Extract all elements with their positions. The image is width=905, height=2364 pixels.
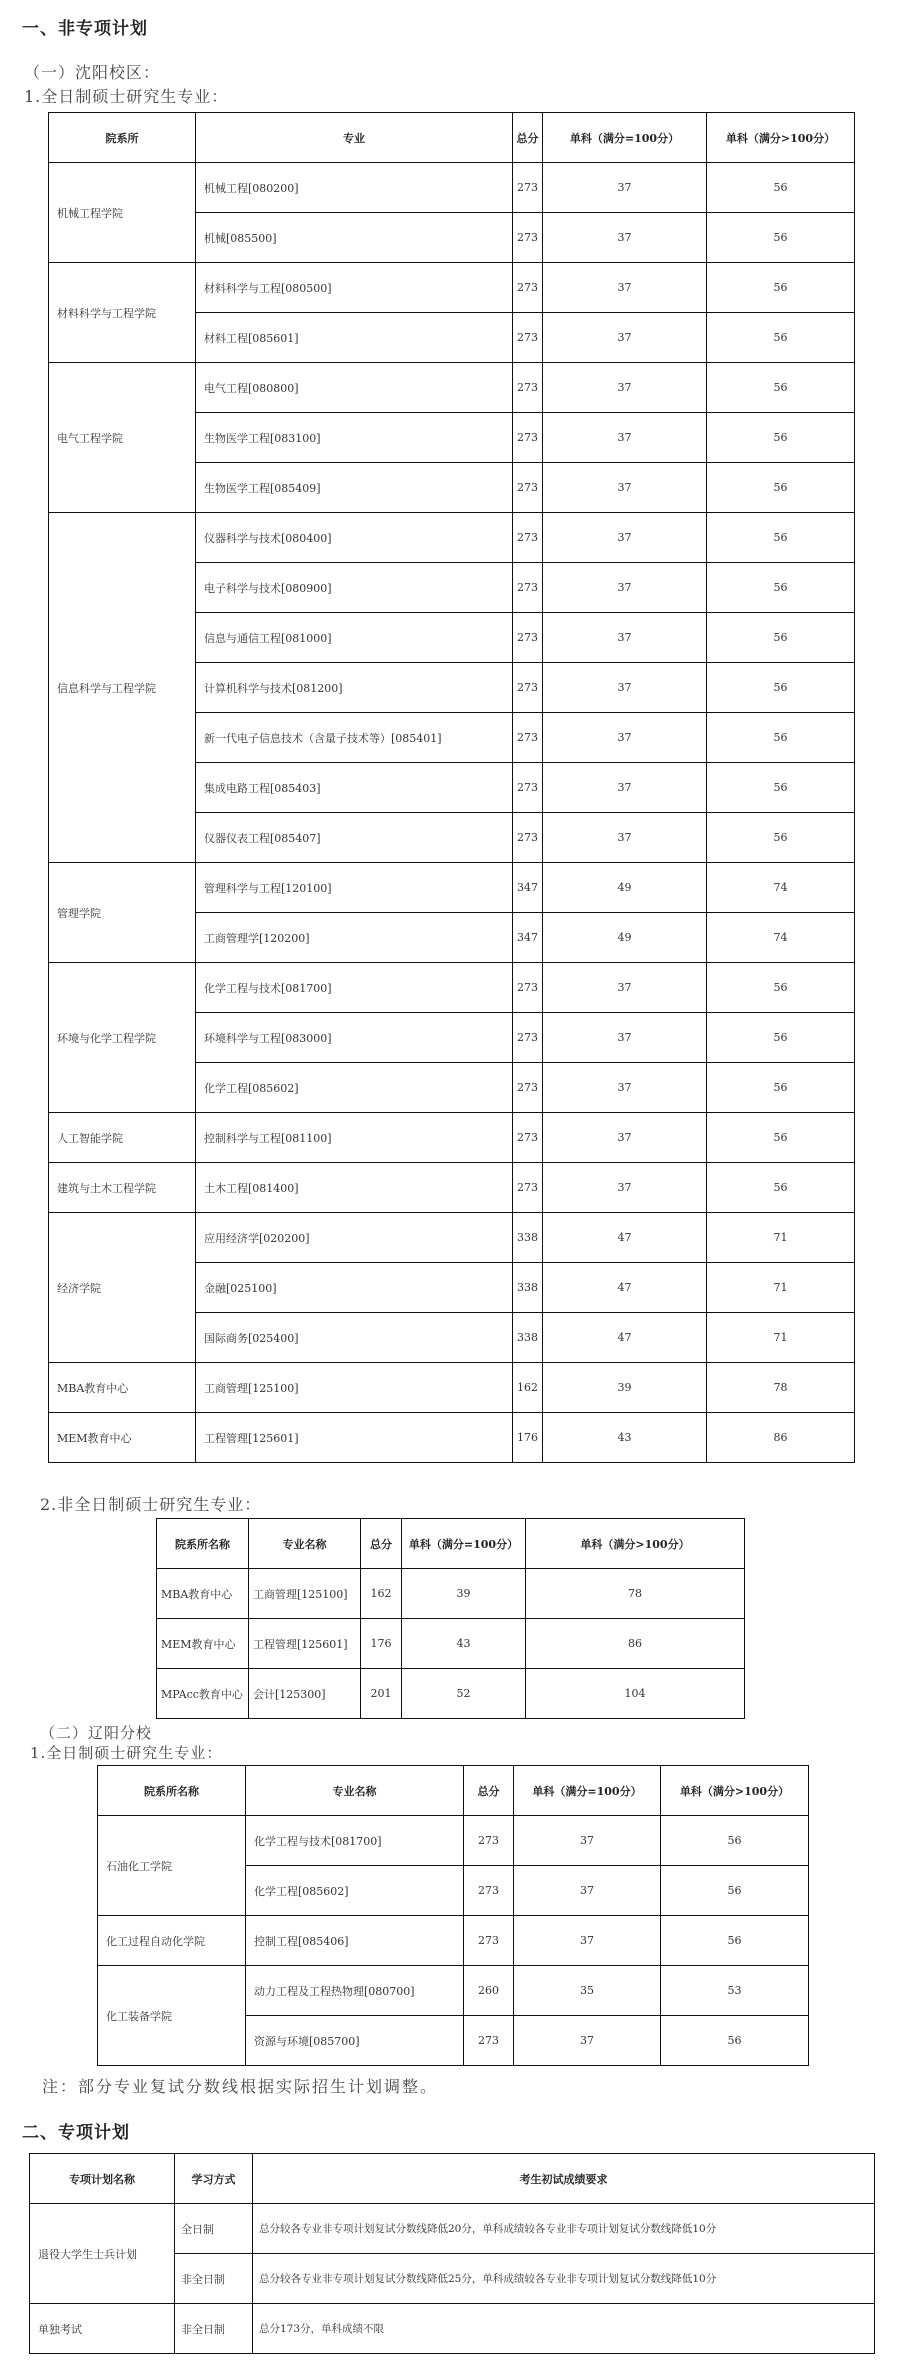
table-body (30, 2204, 875, 2354)
single-100-cell: 37 (514, 2016, 661, 2066)
table-row (30, 2304, 875, 2354)
major-cell: 国际商务[025400] (196, 1313, 513, 1363)
single-gt100-cell: 56 (707, 663, 855, 713)
col-header-major: 专业名称 (249, 1519, 361, 1569)
single-100-cell: 37 (543, 763, 707, 813)
single-100-cell: 37 (543, 663, 707, 713)
single-100-cell: 37 (543, 1163, 707, 1213)
dept-cell: 建筑与土木工程学院 (49, 1163, 196, 1213)
major-cell: 资源与环境[085700] (246, 2016, 464, 2066)
single-gt100-cell: 104 (526, 1669, 745, 1719)
col-header-dept: 院系所名称 (98, 1766, 246, 1816)
col-header-requirement: 考生初试成绩要求 (253, 2154, 875, 2204)
major-cell: 控制科学与工程[081100] (196, 1113, 513, 1163)
table-header-row (157, 1519, 745, 1569)
single-100-cell: 37 (514, 1866, 661, 1916)
major-cell: 生物医学工程[085409] (196, 463, 513, 513)
total-score-cell: 347 (513, 863, 543, 913)
single-100-cell: 37 (543, 463, 707, 513)
major-cell: 集成电路工程[085403] (196, 763, 513, 813)
dept-cell: 材料科学与工程学院 (49, 263, 196, 363)
major-cell: 仪器仪表工程[085407] (196, 813, 513, 863)
major-cell: 材料科学与工程[080500] (196, 263, 513, 313)
single-gt100-cell: 56 (661, 2016, 809, 2066)
campus1-fulltime-title: 1.全日制硕士研究生专业： (24, 87, 229, 106)
major-cell: 计算机科学与技术[081200] (196, 663, 513, 713)
total-score-cell: 176 (361, 1619, 402, 1669)
single-gt100-cell: 56 (661, 1916, 809, 1966)
single-gt100-cell: 86 (526, 1619, 745, 1669)
dept-cell: 化工装备学院 (98, 1966, 246, 2066)
total-score-cell: 273 (464, 1866, 514, 1916)
col-header-single-100: 单科（满分=100分） (514, 1766, 661, 1816)
total-score-cell: 273 (513, 763, 543, 813)
single-100-cell: 49 (543, 863, 707, 913)
table-row (49, 963, 855, 1013)
single-gt100-cell: 78 (526, 1569, 745, 1619)
single-100-cell: 43 (543, 1413, 707, 1463)
total-score-cell: 162 (513, 1363, 543, 1413)
major-cell: 控制工程[085406] (246, 1916, 464, 1966)
total-score-cell: 273 (513, 813, 543, 863)
single-gt100-cell: 56 (707, 263, 855, 313)
table-header-row (98, 1766, 809, 1816)
col-header-mode: 学习方式 (175, 2154, 253, 2204)
plan-name-cell: 退役大学生士兵计划 (30, 2204, 175, 2304)
campus2-title: （二）辽阳分校 (40, 1724, 153, 1742)
single-100-cell: 37 (543, 963, 707, 1013)
requirement-cell: 总分173分，单科成绩不限 (253, 2304, 875, 2354)
table-row (157, 1669, 745, 1719)
requirement-cell: 总分较各专业非专项计划复试分数线降低20分，单科成绩较各专业非专项计划复试分数线降低10分 (253, 2204, 875, 2254)
table-row (49, 1213, 855, 1263)
dept-cell: MEM教育中心 (49, 1413, 196, 1463)
requirement-cell: 总分较各专业非专项计划复试分数线降低25分，单科成绩较各专业非专项计划复试分数线降低10分 (253, 2254, 875, 2304)
total-score-cell: 347 (513, 913, 543, 963)
table-row (49, 513, 855, 563)
dept-cell: 机械工程学院 (49, 163, 196, 263)
single-gt100-cell: 56 (707, 763, 855, 813)
col-header-dept: 院系所 (49, 113, 196, 163)
total-score-cell: 273 (513, 713, 543, 763)
table-row (49, 263, 855, 313)
single-gt100-cell: 56 (707, 363, 855, 413)
single-gt100-cell: 56 (661, 1866, 809, 1916)
single-gt100-cell: 74 (707, 863, 855, 913)
total-score-cell: 273 (464, 1816, 514, 1866)
table-body (157, 1569, 745, 1719)
table-row (49, 1163, 855, 1213)
single-100-cell: 35 (514, 1966, 661, 2016)
campus1-parttime-title: 2.非全日制硕士研究生专业： (40, 1495, 262, 1514)
total-score-cell: 273 (513, 213, 543, 263)
single-100-cell: 37 (543, 1013, 707, 1063)
table-row (157, 1569, 745, 1619)
single-gt100-cell: 56 (707, 1163, 855, 1213)
study-mode-cell: 非全日制 (175, 2304, 253, 2354)
col-header-dept: 院系所名称 (157, 1519, 249, 1569)
dept-cell: 经济学院 (49, 1213, 196, 1363)
col-header-single-gt100: 单科（满分>100分） (661, 1766, 809, 1816)
single-gt100-cell: 86 (707, 1413, 855, 1463)
total-score-cell: 273 (513, 313, 543, 363)
major-cell: 机械工程[080200] (196, 163, 513, 213)
major-cell: 工程管理[125601] (196, 1413, 513, 1463)
table-row (98, 1816, 809, 1866)
major-cell: 材料工程[085601] (196, 313, 513, 363)
table-row (49, 1363, 855, 1413)
single-100-cell: 37 (543, 513, 707, 563)
single-100-cell: 37 (514, 1916, 661, 1966)
single-gt100-cell: 53 (661, 1966, 809, 2016)
study-mode-cell: 非全日制 (175, 2254, 253, 2304)
total-score-cell: 260 (464, 1966, 514, 2016)
major-cell: 金融[025100] (196, 1263, 513, 1313)
dept-cell: 管理学院 (49, 863, 196, 963)
special-plan-table (29, 2153, 875, 2354)
total-score-cell: 273 (513, 1013, 543, 1063)
shenyang-fulltime-table (48, 112, 855, 1463)
campus2-fulltime-title: 1.全日制硕士研究生专业： (30, 1744, 223, 1762)
single-100-cell: 37 (543, 613, 707, 663)
col-header-single-gt100: 单科（满分>100分） (707, 113, 855, 163)
total-score-cell: 338 (513, 1263, 543, 1313)
table-header-row (30, 2154, 875, 2204)
total-score-cell: 273 (513, 1063, 543, 1113)
major-cell: 动力工程及工程热物理[080700] (246, 1966, 464, 2016)
major-cell: 应用经济学[020200] (196, 1213, 513, 1263)
total-score-cell: 273 (513, 563, 543, 613)
total-score-cell: 338 (513, 1213, 543, 1263)
single-100-cell: 37 (543, 813, 707, 863)
total-score-cell: 273 (513, 363, 543, 413)
total-score-cell: 273 (513, 163, 543, 213)
total-score-cell: 176 (513, 1413, 543, 1463)
total-score-cell: 273 (513, 663, 543, 713)
major-cell: 新一代电子信息技术（含量子技术等）[085401] (196, 713, 513, 763)
section2-title: 二、专项计划 (22, 2123, 130, 2143)
adjustment-note: 注：部分专业复试分数线根据实际招生计划调整。 (42, 2077, 439, 2096)
major-cell: 环境科学与工程[083000] (196, 1013, 513, 1063)
single-gt100-cell: 56 (707, 313, 855, 363)
dept-cell: 石油化工学院 (98, 1816, 246, 1916)
table-header-row (49, 113, 855, 163)
col-header-total: 总分 (464, 1766, 514, 1816)
major-cell: 工商管理[125100] (249, 1569, 361, 1619)
col-header-total: 总分 (361, 1519, 402, 1569)
single-gt100-cell: 56 (707, 1013, 855, 1063)
single-gt100-cell: 56 (707, 413, 855, 463)
dept-cell: 信息科学与工程学院 (49, 513, 196, 863)
col-header-total: 总分 (513, 113, 543, 163)
major-cell: 化学工程[085602] (246, 1866, 464, 1916)
table-row (49, 1413, 855, 1463)
single-gt100-cell: 56 (707, 513, 855, 563)
table-row (30, 2204, 875, 2254)
dept-cell: 电气工程学院 (49, 363, 196, 513)
table-row (49, 1113, 855, 1163)
table-body (49, 163, 855, 1463)
total-score-cell: 273 (513, 463, 543, 513)
single-gt100-cell: 56 (707, 613, 855, 663)
col-header-plan: 专项计划名称 (30, 2154, 175, 2204)
single-gt100-cell: 56 (707, 213, 855, 263)
major-cell: 会计[125300] (249, 1669, 361, 1719)
single-gt100-cell: 71 (707, 1313, 855, 1363)
single-gt100-cell: 74 (707, 913, 855, 963)
total-score-cell: 273 (513, 963, 543, 1013)
single-100-cell: 37 (543, 213, 707, 263)
col-header-major: 专业 (196, 113, 513, 163)
single-gt100-cell: 56 (707, 563, 855, 613)
single-gt100-cell: 56 (707, 463, 855, 513)
single-100-cell: 47 (543, 1313, 707, 1363)
single-100-cell: 37 (514, 1816, 661, 1866)
major-cell: 工商管理学[120200] (196, 913, 513, 963)
dept-cell: MBA教育中心 (49, 1363, 196, 1413)
dept-cell: MPAcc教育中心 (157, 1669, 249, 1719)
col-header-single-gt100: 单科（满分>100分） (526, 1519, 745, 1569)
major-cell: 化学工程[085602] (196, 1063, 513, 1113)
total-score-cell: 273 (513, 1113, 543, 1163)
major-cell: 工商管理[125100] (196, 1363, 513, 1413)
single-gt100-cell: 56 (707, 1063, 855, 1113)
single-100-cell: 43 (402, 1619, 526, 1669)
single-100-cell: 37 (543, 1063, 707, 1113)
single-100-cell: 52 (402, 1669, 526, 1719)
table-body (98, 1816, 809, 2066)
single-100-cell: 37 (543, 263, 707, 313)
single-gt100-cell: 56 (707, 963, 855, 1013)
single-100-cell: 37 (543, 163, 707, 213)
study-mode-cell: 全日制 (175, 2204, 253, 2254)
dept-cell: MEM教育中心 (157, 1619, 249, 1669)
single-100-cell: 39 (402, 1569, 526, 1619)
dept-cell: 人工智能学院 (49, 1113, 196, 1163)
major-cell: 电子科学与技术[080900] (196, 563, 513, 613)
single-gt100-cell: 56 (707, 163, 855, 213)
dept-cell: MBA教育中心 (157, 1569, 249, 1619)
table-row (49, 163, 855, 213)
single-gt100-cell: 56 (707, 713, 855, 763)
single-100-cell: 47 (543, 1213, 707, 1263)
major-cell: 化学工程与技术[081700] (196, 963, 513, 1013)
table-row (49, 863, 855, 913)
col-header-major: 专业名称 (246, 1766, 464, 1816)
single-100-cell: 37 (543, 563, 707, 613)
dept-cell: 环境与化学工程学院 (49, 963, 196, 1113)
total-score-cell: 273 (464, 1916, 514, 1966)
total-score-cell: 273 (513, 413, 543, 463)
total-score-cell: 273 (513, 1163, 543, 1213)
total-score-cell: 338 (513, 1313, 543, 1363)
single-gt100-cell: 56 (707, 813, 855, 863)
single-gt100-cell: 71 (707, 1213, 855, 1263)
major-cell: 工程管理[125601] (249, 1619, 361, 1669)
major-cell: 电气工程[080800] (196, 363, 513, 413)
major-cell: 化学工程与技术[081700] (246, 1816, 464, 1866)
major-cell: 机械[085500] (196, 213, 513, 263)
table-row (157, 1619, 745, 1669)
single-100-cell: 37 (543, 413, 707, 463)
major-cell: 管理科学与工程[120100] (196, 863, 513, 913)
shenyang-parttime-table (156, 1518, 745, 1719)
table-row (98, 1916, 809, 1966)
col-header-single-100: 单科（满分=100分） (402, 1519, 526, 1569)
table-row (98, 1966, 809, 2016)
total-score-cell: 201 (361, 1669, 402, 1719)
major-cell: 信息与通信工程[081000] (196, 613, 513, 663)
major-cell: 土木工程[081400] (196, 1163, 513, 1213)
plan-name-cell: 单独考试 (30, 2304, 175, 2354)
total-score-cell: 273 (513, 263, 543, 313)
single-100-cell: 37 (543, 363, 707, 413)
single-100-cell: 47 (543, 1263, 707, 1313)
major-cell: 生物医学工程[083100] (196, 413, 513, 463)
col-header-single-100: 单科（满分=100分） (543, 113, 707, 163)
single-gt100-cell: 78 (707, 1363, 855, 1413)
dept-cell: 化工过程自动化学院 (98, 1916, 246, 1966)
total-score-cell: 273 (464, 2016, 514, 2066)
single-100-cell: 49 (543, 913, 707, 963)
single-gt100-cell: 56 (707, 1113, 855, 1163)
major-cell: 仪器科学与技术[080400] (196, 513, 513, 563)
total-score-cell: 273 (513, 513, 543, 563)
single-100-cell: 39 (543, 1363, 707, 1413)
section1-title: 一、非专项计划 (22, 19, 148, 39)
total-score-cell: 273 (513, 613, 543, 663)
single-gt100-cell: 71 (707, 1263, 855, 1313)
single-100-cell: 37 (543, 313, 707, 363)
single-100-cell: 37 (543, 1113, 707, 1163)
campus1-title: （一）沈阳校区： (24, 63, 161, 82)
table-row (49, 363, 855, 413)
liaoyang-fulltime-table (97, 1765, 809, 2066)
total-score-cell: 162 (361, 1569, 402, 1619)
single-gt100-cell: 56 (661, 1816, 809, 1866)
single-100-cell: 37 (543, 713, 707, 763)
